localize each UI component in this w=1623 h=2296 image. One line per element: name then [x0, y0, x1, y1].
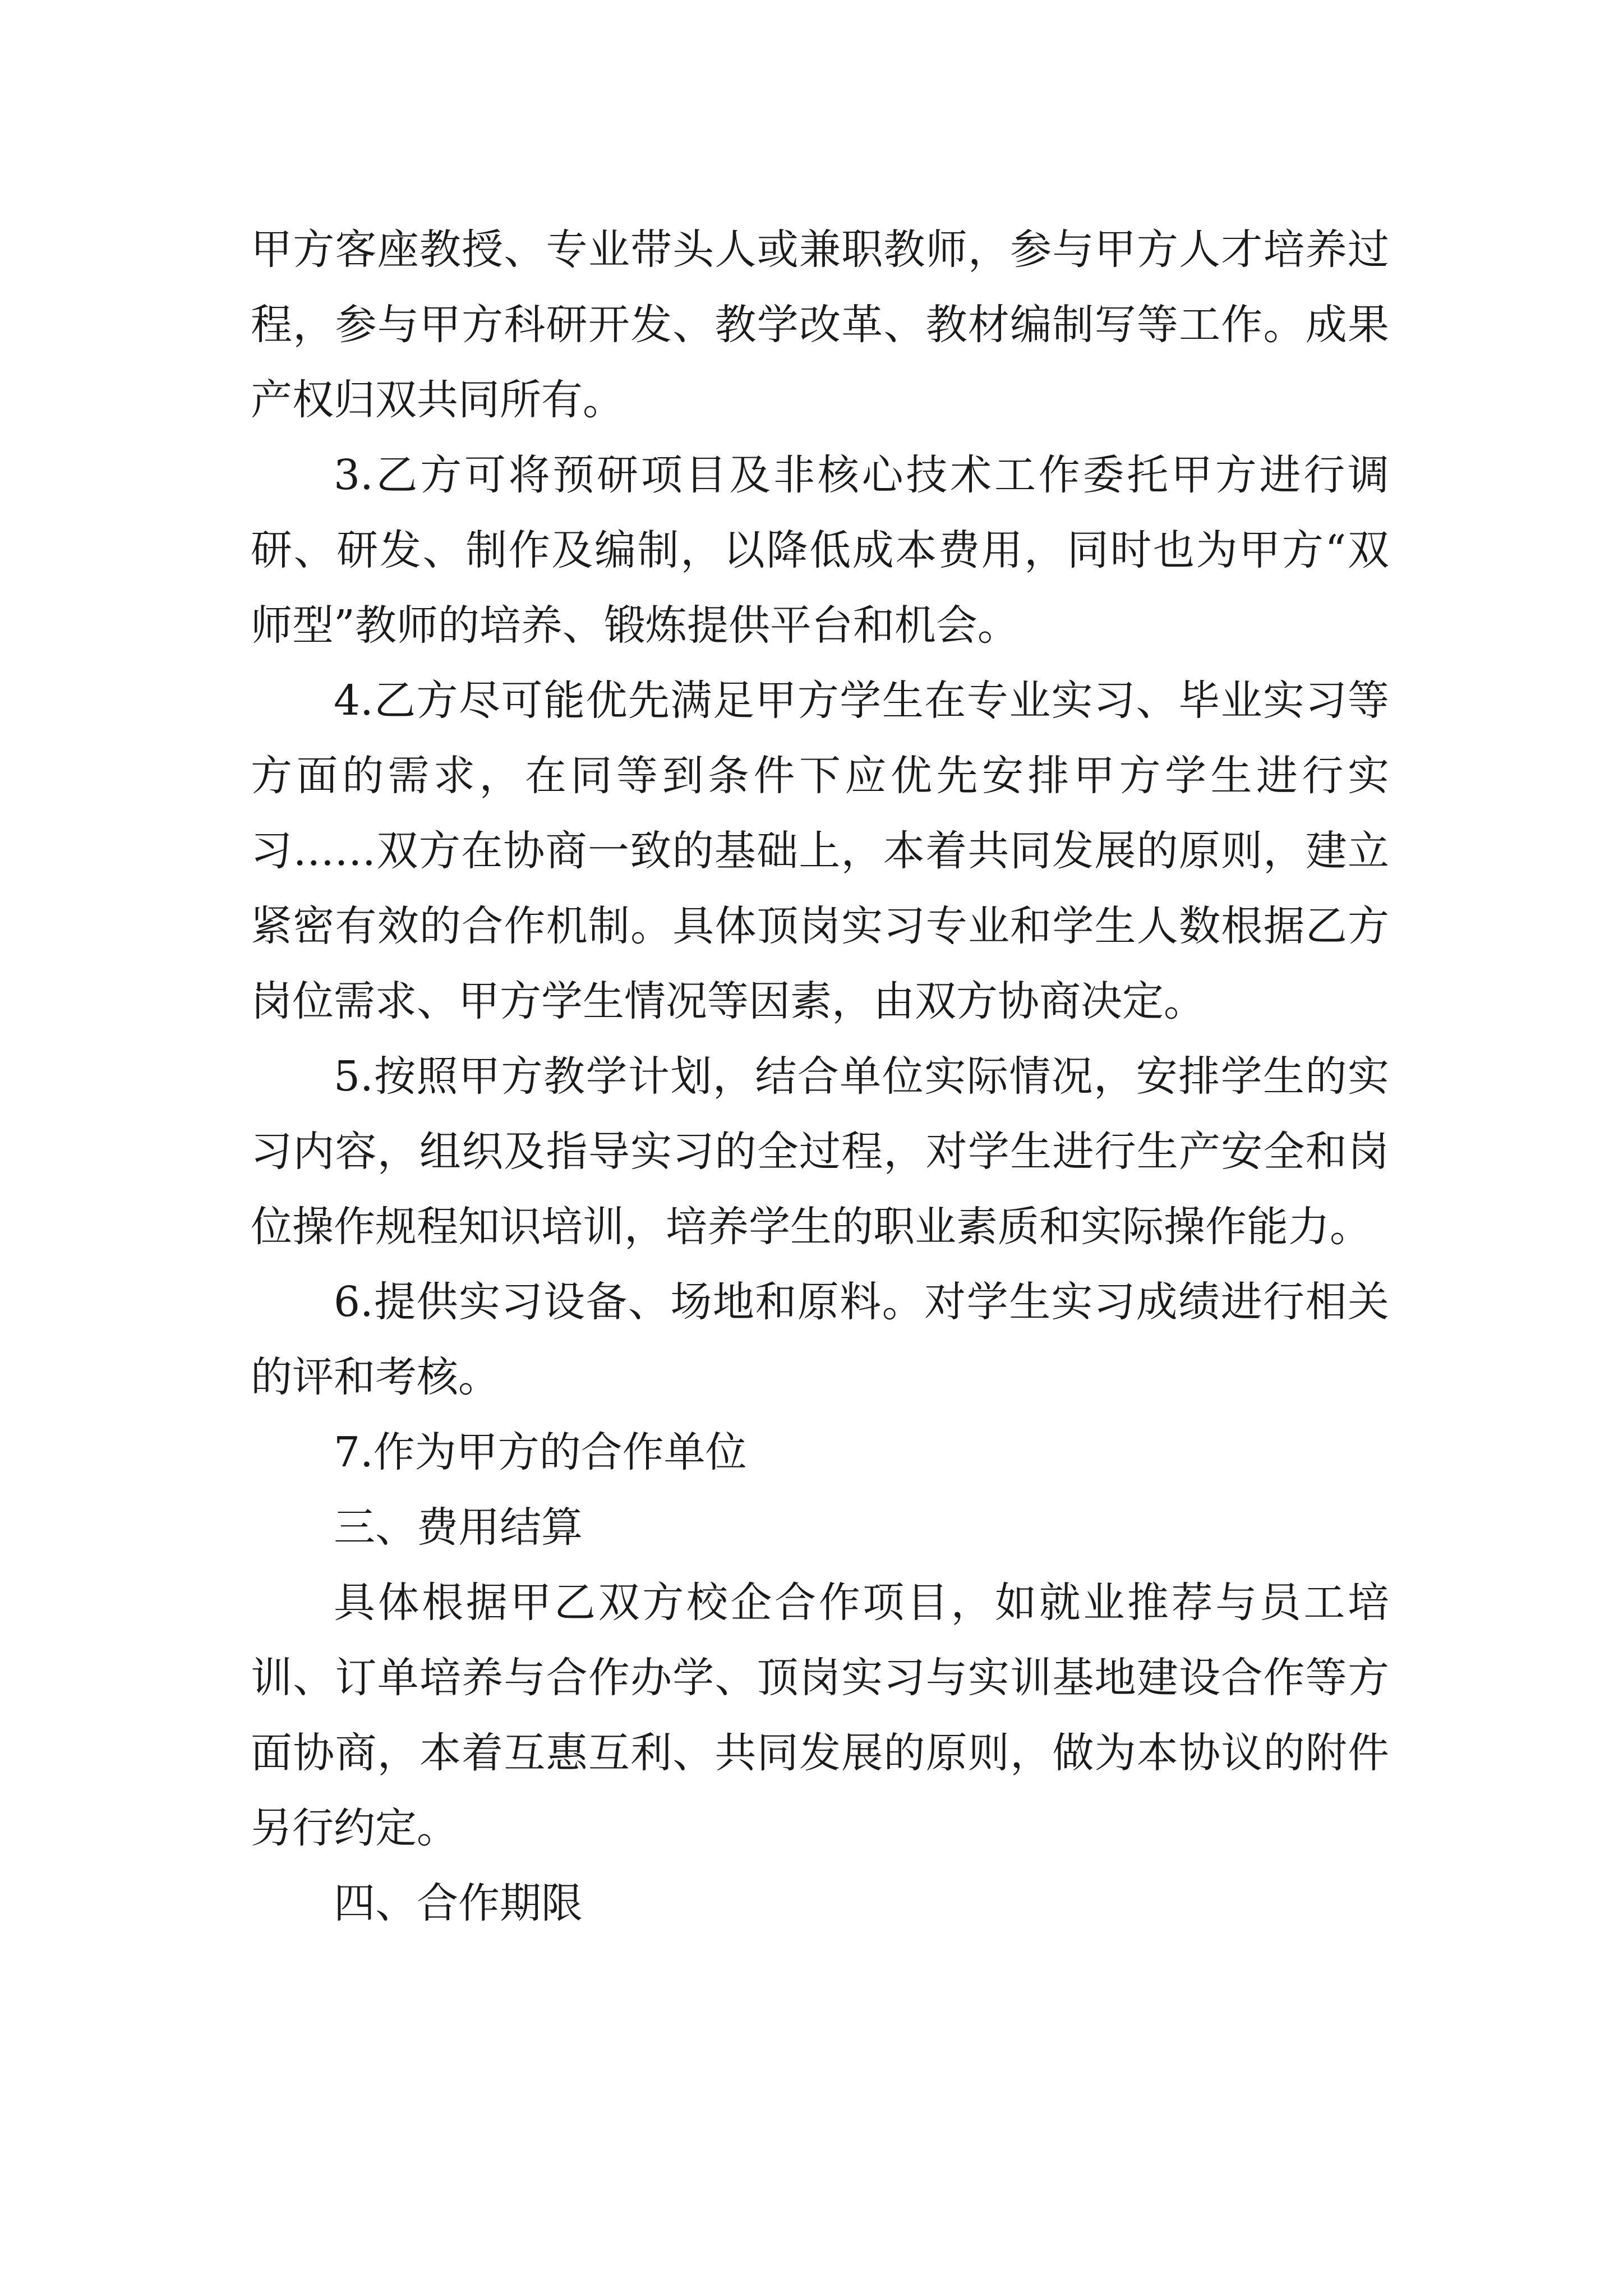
section-heading-cooperation-term: 四、合作期限: [334, 1879, 583, 1927]
document-body: [251, 212, 1389, 1941]
paragraph-fee-settlement: 具体根据甲乙双方校企合作项目，如就业推荐与员工培训、订单培养与合作办学、顶岗实习与实训基地建设合作等方面协商，本着互惠互利、共同发展的原则，做为本协议的附件另行约定。: [251, 1579, 1389, 1852]
paragraph-item-5: 5.按照甲方教学计划，结合单位实际情况，安排学生的实习内容，组织及指导实习的全过程，对学生进行生产安全和岗位操作规程知识培训，培养学生的职业素质和实际操作能力。: [251, 1052, 1389, 1251]
paragraph-continuation: 甲方客座教授、专业带头人或兼职教师，参与甲方人才培养过程，参与甲方科研开发、教学改革、教材编制写等工作。成果产权归双共同所有。: [251, 226, 1389, 424]
paragraph-item-7: 7.作为甲方的合作单位: [334, 1428, 747, 1476]
paragraph-item-4: 4.乙方尽可能优先满足甲方学生在专业实习、毕业实习等方面的需求，在同等到条件下应优先安排甲方学生进行实习……双方在协商一致的基础上，本着共同发展的原则，建立紧密有效的合作机制。具体顶岗实习专业和学生人数根据乙方岗位需求、甲方学生情况等因素，由双方协商决定。: [251, 677, 1389, 1025]
paragraph-item-3: 3.乙方可将预研项目及非核心技术工作委托甲方进行调研、研发、制作及编制，以降低成本费用，同时也为甲方“双师型”教师的培养、锻炼提供平台和机会。: [251, 451, 1389, 650]
section-heading-fee-settlement: 三、费用结算: [334, 1503, 583, 1552]
paragraph-item-6: 6.提供实习设备、场地和原料。对学生实习成绩进行相关的评和考核。: [251, 1278, 1389, 1401]
